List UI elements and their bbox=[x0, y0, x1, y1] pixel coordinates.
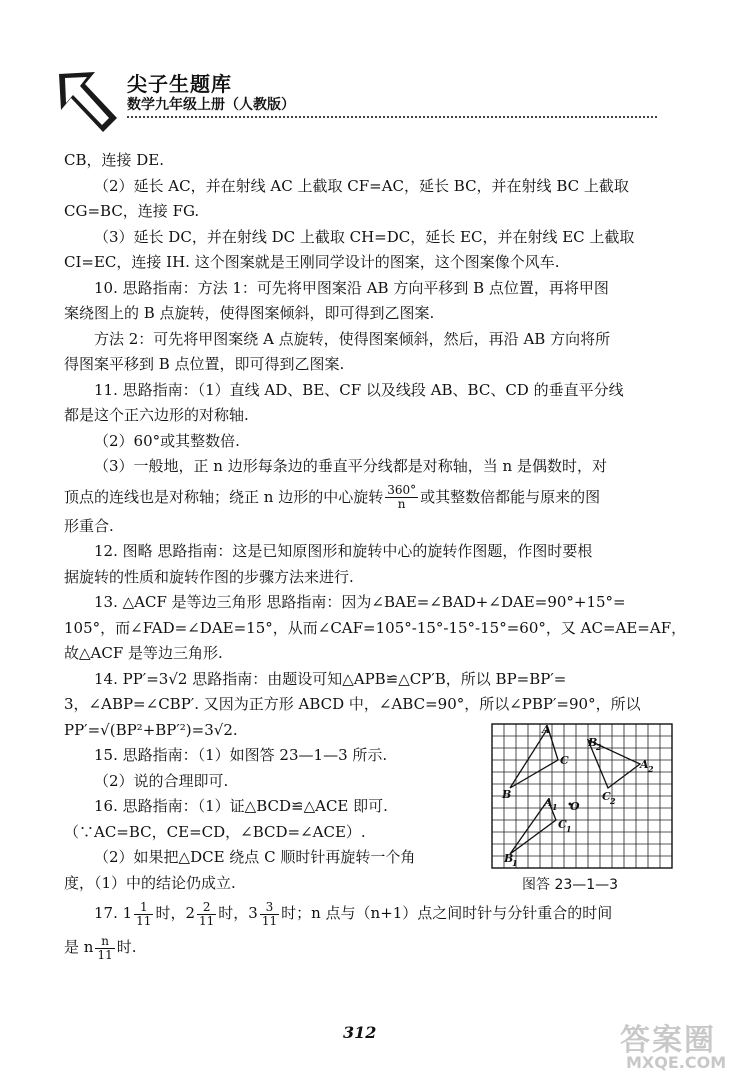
text-line: 故△ACF 是等边三角形. bbox=[64, 644, 223, 662]
text-line: 案绕图上的 B 点旋转，使得图案倾斜，即可得到乙图案. bbox=[64, 304, 435, 322]
text-line: 11. 思路指南：（1）直线 AD、BE、CF 以及线段 AB、BC、CD 的垂直平分线 bbox=[94, 380, 624, 399]
text-line: CG=BC，连接 FG. bbox=[64, 202, 200, 220]
label-b1: B bbox=[504, 852, 514, 865]
text-line: 14. PP′=3√2 思路指南：由题设可知△APB≌△CP′B，所以 BP=BP′= bbox=[94, 669, 567, 688]
label-a2-sub: 2 bbox=[648, 764, 654, 774]
text-line: （3）一般地，正 n 边形每条边的垂直平分线都是对称轴，当 n 是偶数时，对 bbox=[94, 457, 607, 475]
fraction: $\frac{2}{11}$ bbox=[199, 899, 215, 928]
label-c2-sub: 2 bbox=[610, 796, 616, 806]
page-header bbox=[55, 60, 665, 140]
label-c1-sub: 1 bbox=[566, 824, 572, 834]
text-line-with-fraction bbox=[64, 480, 688, 514]
text-line: 都是这个正六边形的对称轴. bbox=[64, 406, 249, 424]
fraction: $\frac{3}{11}$ bbox=[261, 899, 278, 928]
text-line-with-fractions bbox=[64, 896, 688, 930]
text-line: （3）延长 DC，并在射线 DC 上截取 CH=DC，延长 EC，并在射线 EC 上截取 bbox=[94, 227, 635, 246]
text-line: CI=EC，连接 IH. 这个图案就是王刚同学设计的图案，这个图案像个风车. bbox=[64, 253, 560, 271]
text-line: 形重合. bbox=[64, 516, 114, 535]
text-line: （2）说的合理即可. bbox=[94, 771, 229, 790]
grid bbox=[492, 724, 672, 868]
label-c: C bbox=[560, 754, 569, 767]
page-number: 312 bbox=[343, 1023, 377, 1042]
text-segment: 时. bbox=[116, 938, 137, 956]
watermark-title: 答案圈 bbox=[620, 1023, 716, 1058]
watermark-url: MXQE.COM bbox=[626, 1053, 727, 1072]
text-segment: 顶点的连线也是对称轴；绕正 n 边形的中心旋转 bbox=[64, 487, 384, 506]
text-segment: 是 n bbox=[64, 938, 94, 956]
text-segment: 或其整数倍都能与原来的图 bbox=[420, 487, 601, 506]
text-line: 15. 思路指南：（1）如图答 23—1—3 所示. bbox=[94, 746, 388, 764]
text-line: 度，（1）中的结论仍成立. bbox=[64, 873, 236, 892]
label-a2: A bbox=[640, 758, 649, 771]
header-divider bbox=[127, 116, 657, 118]
text-segment: 时，2 bbox=[155, 904, 195, 922]
label-b2: B bbox=[588, 736, 598, 749]
rotation-grid-figure bbox=[490, 722, 680, 872]
label-c1: C bbox=[558, 818, 567, 831]
text-line: （2）延长 AC，并在射线 AC 上截取 CF=AC，延长 BC，并在射线 BC 上截取 bbox=[94, 176, 629, 195]
fraction-360-over-n: $\frac{360^\circ}{n}$ bbox=[387, 483, 417, 511]
figure-caption: 图答 23—1—3 bbox=[522, 877, 619, 893]
text-line-with-fraction bbox=[64, 930, 688, 964]
book-subtitle: 数学九年级上册（人教版） bbox=[127, 97, 295, 113]
text-line: 105°，而∠FAD=∠DAE=15°，从而∠CAF=105°-15°-15°-15°=60°，又 AC=AE=AF， bbox=[64, 618, 687, 637]
text-line: CB，连接 DE. bbox=[64, 151, 165, 169]
text-line: 13. △ACF 是等边三角形 思路指南：因为∠BAE=∠BAD+∠DAE=90°+15°= bbox=[94, 593, 626, 611]
label-b1-sub: 1 bbox=[512, 858, 518, 868]
triangle-abc bbox=[510, 728, 558, 788]
label-b: B bbox=[502, 788, 512, 801]
label-a1-sub: 1 bbox=[552, 802, 558, 812]
text-line: （2）如果把△DCE 绕点 C 顺时针再旋转一个角 bbox=[94, 848, 416, 866]
label-a: A bbox=[542, 723, 551, 736]
text-segment: 时；n 点与（n+1）点之间时针与分针重合的时间 bbox=[281, 904, 613, 922]
fraction: $\frac{1}{11}$ bbox=[136, 899, 152, 928]
label-a1: A bbox=[544, 796, 553, 809]
label-b2-sub: 2 bbox=[596, 742, 602, 752]
text-line: 得图案平移到 B 点位置，即可得到乙图案. bbox=[64, 355, 345, 373]
label-o: O bbox=[570, 800, 580, 813]
text-line: PP′=√(BP²+BP′²)=3√2. bbox=[64, 720, 238, 739]
text-line: （∵AC=BC，CE=CD，∠BCD=∠ACE）. bbox=[64, 822, 366, 841]
text-segment: 17. 1 bbox=[94, 904, 133, 922]
text-line: （2）60°或其整数倍. bbox=[94, 431, 240, 450]
text-line: 10. 思路指南：方法 1：可先将甲图案沿 AB 方向平移到 B 点位置，再将甲图 bbox=[94, 278, 609, 297]
text-segment: 时，3 bbox=[218, 904, 258, 922]
text-line: 方法 2：可先将甲图案绕 A 点旋转，使得图案倾斜，然后，再沿 AB 方向将所 bbox=[94, 329, 611, 348]
text-line: 据旋转的性质和旋转作图的步骤方法来进行. bbox=[64, 567, 354, 586]
text-line: 16. 思路指南：（1）证△BCD≌△ACE 即可. bbox=[94, 797, 388, 815]
fraction: $\frac{n}{11}$ bbox=[97, 933, 113, 962]
text-line: 3，∠ABP=∠CBP′. 又因为正方形 ABCD 中，∠ABC=90°，所以∠PBP′=90°，所以 bbox=[64, 695, 641, 713]
text-line: 12. 图略 思路指南：这是已知原图形和旋转中心的旋转作图题，作图时要根 bbox=[94, 542, 593, 560]
label-c2: C bbox=[602, 790, 611, 803]
brand-title: 尖子生题库 bbox=[127, 72, 232, 96]
watermark-logo bbox=[620, 1015, 726, 1072]
arrow-logo-icon bbox=[55, 68, 119, 138]
